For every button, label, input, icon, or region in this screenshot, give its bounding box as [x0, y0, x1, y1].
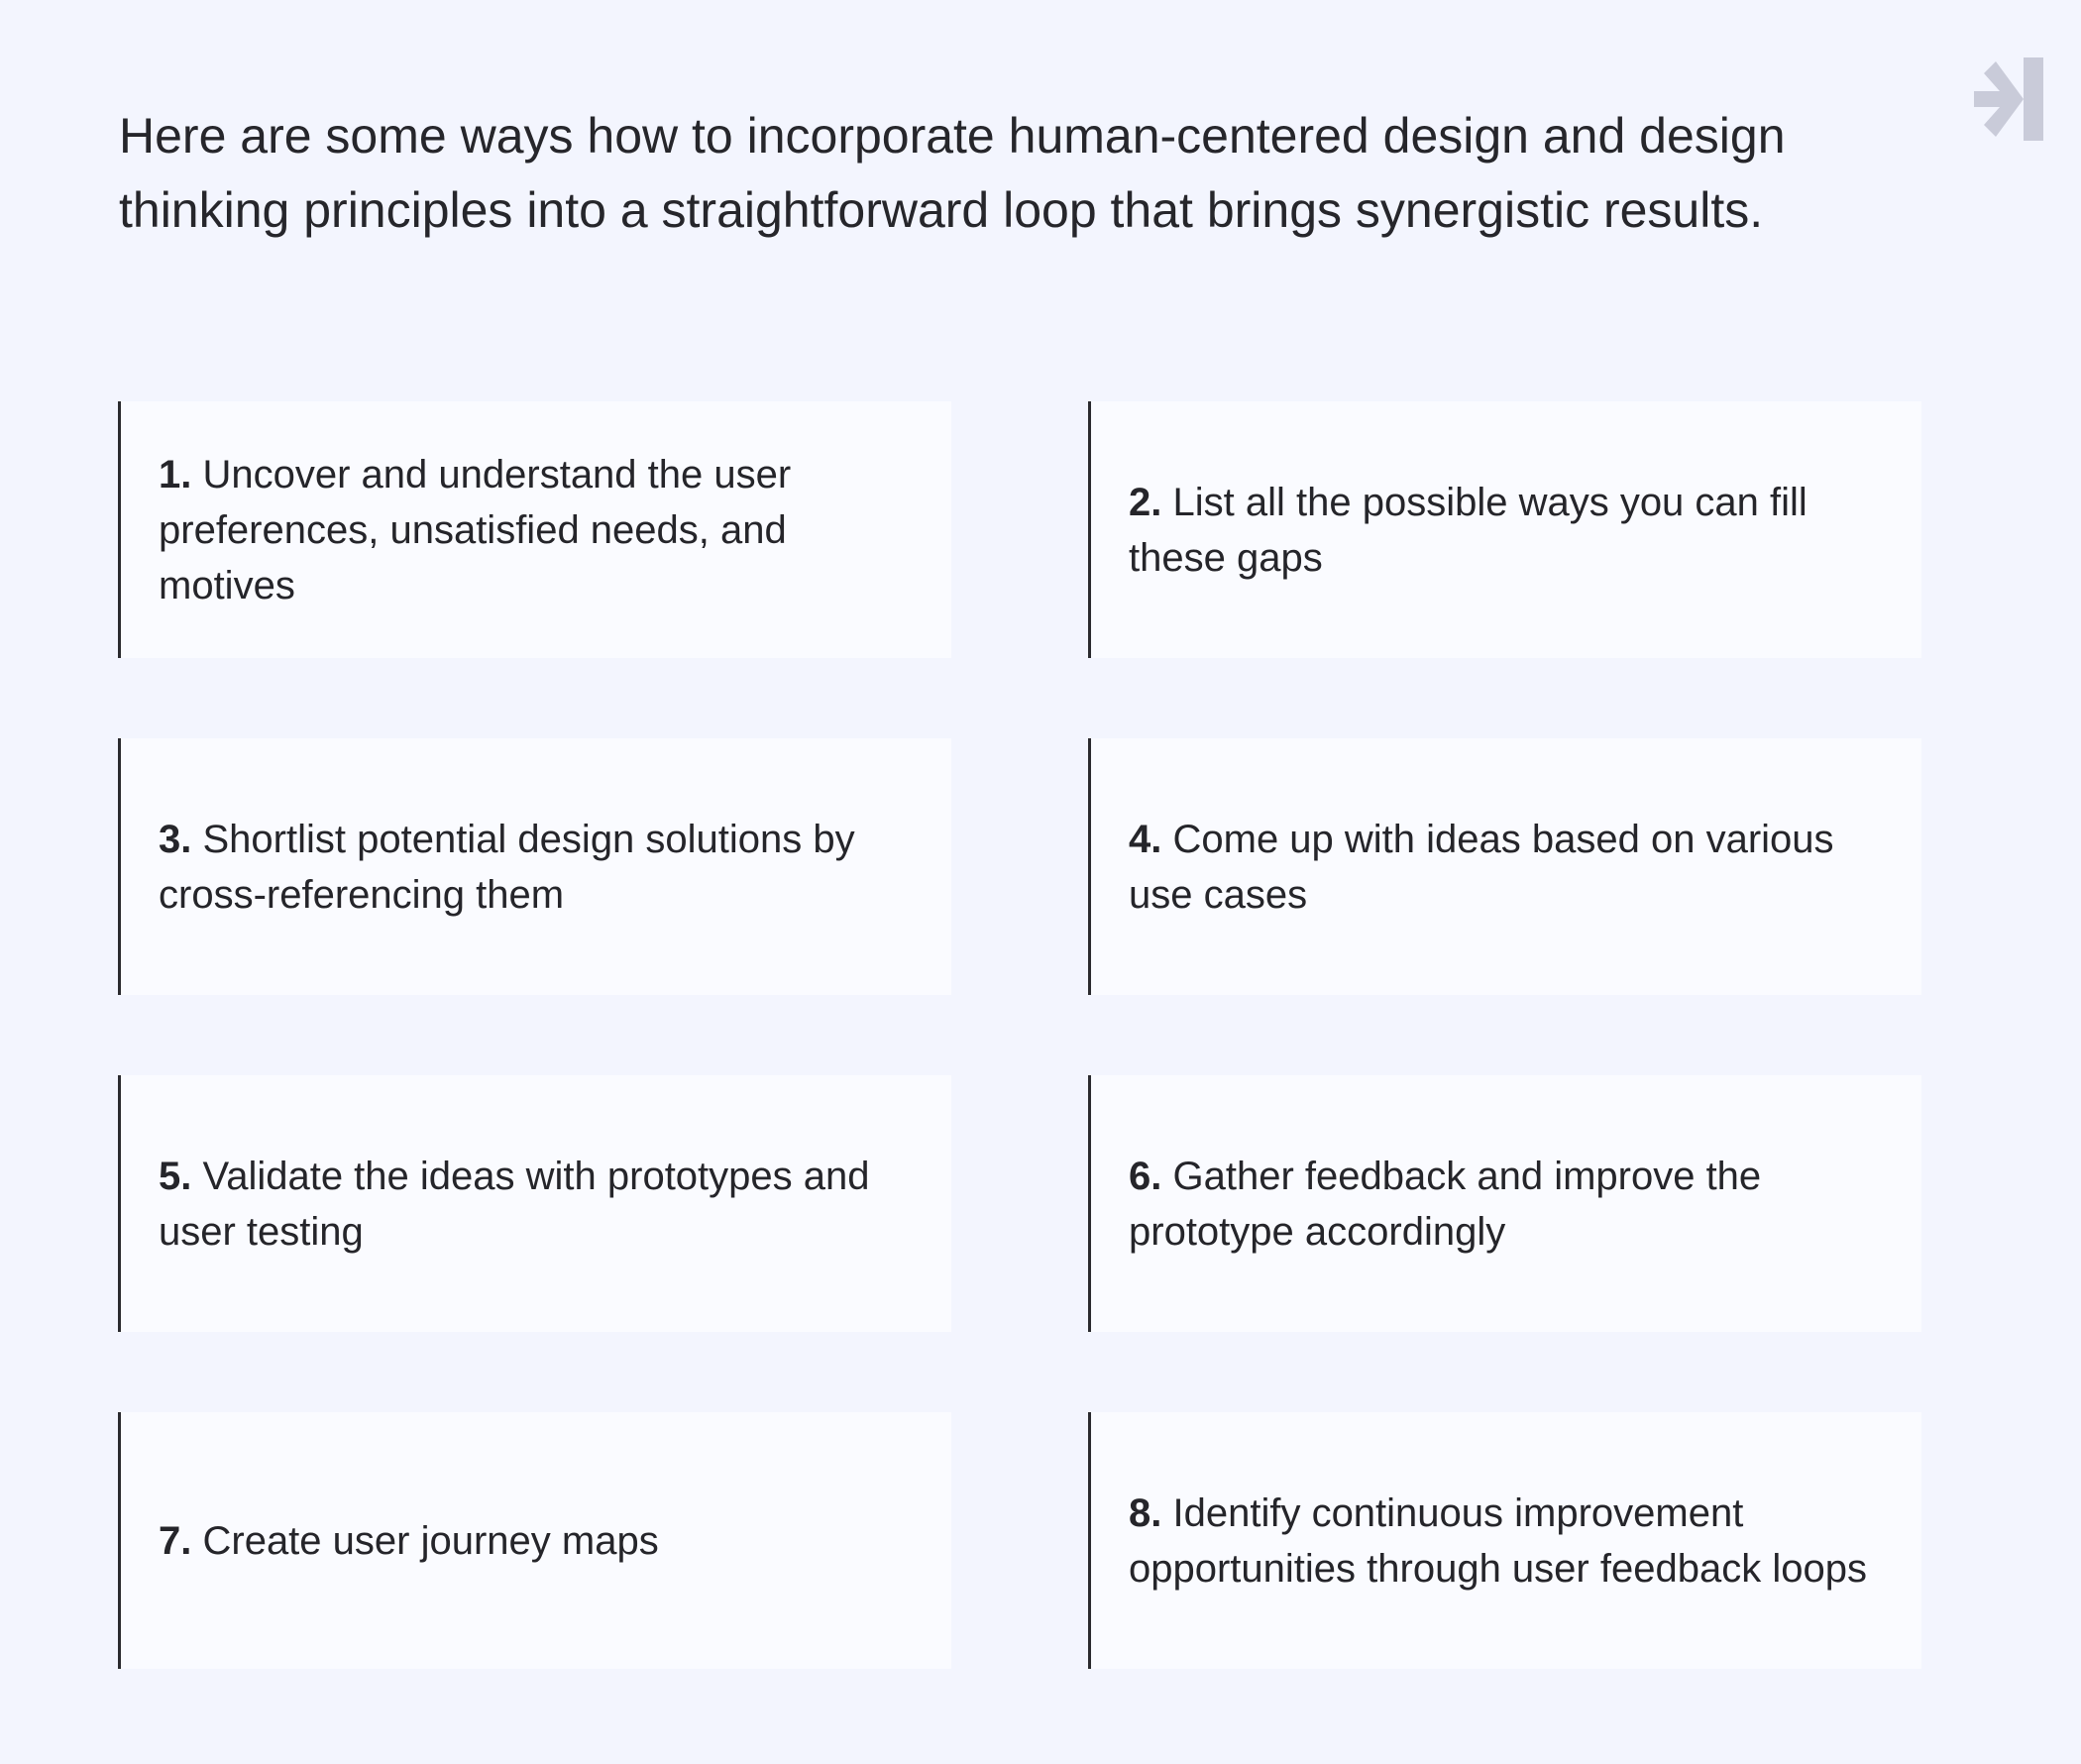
intro-text: Here are some ways how to incorporate human-centered design and design thinking principles into a straightforward loop that brings synergistic results. [119, 108, 1786, 238]
step-card-5 [118, 1075, 951, 1332]
steps-grid [118, 401, 1921, 1669]
step-text-1 [159, 447, 912, 613]
step-description: Shortlist potential design solutions by cross-referencing them [159, 817, 855, 917]
step-description: Create user journey maps [202, 1518, 659, 1563]
step-text-6 [1129, 1149, 1882, 1260]
step-number: 5. [159, 1154, 192, 1198]
step-card-7 [118, 1412, 951, 1669]
step-text-5 [159, 1149, 912, 1260]
step-text-2 [1129, 475, 1882, 586]
step-text-7 [159, 1513, 659, 1569]
step-card-4 [1088, 738, 1921, 995]
arrow-right-to-bar-icon [1974, 57, 2043, 141]
step-description: Gather feedback and improve the prototype accordingly [1129, 1154, 1762, 1254]
step-card-1 [118, 401, 951, 658]
step-number: 8. [1129, 1490, 1162, 1535]
step-card-6 [1088, 1075, 1921, 1332]
step-text-8 [1129, 1486, 1882, 1597]
step-number: 1. [159, 452, 192, 496]
step-description: Uncover and understand the user preferences, unsatisfied needs, and motives [159, 452, 792, 607]
step-description: Come up with ideas based on various use cases [1129, 817, 1834, 917]
step-text-4 [1129, 812, 1882, 923]
step-number: 6. [1129, 1154, 1162, 1198]
step-number: 2. [1129, 480, 1162, 524]
step-card-2 [1088, 401, 1921, 658]
step-card-3 [118, 738, 951, 995]
step-description: Validate the ideas with prototypes and user testing [159, 1154, 870, 1254]
step-number: 4. [1129, 817, 1162, 861]
step-text-3 [159, 812, 912, 923]
step-number: 3. [159, 817, 192, 861]
step-number: 7. [159, 1518, 192, 1563]
step-card-8 [1088, 1412, 1921, 1669]
step-description: Identify continuous improvement opportunities through user feedback loops [1129, 1490, 1867, 1591]
step-description: List all the possible ways you can fill these gaps [1129, 480, 1807, 580]
